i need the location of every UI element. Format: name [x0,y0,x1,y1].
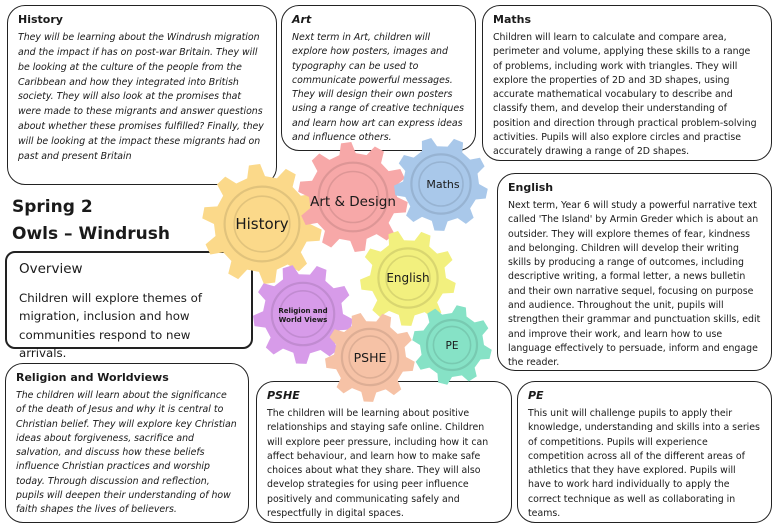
art-text: Next term in Art, children will explore how posters, images and typography can be used to communicate powerful messages. They will design their own posters using a range of creative techniques and learn how art can express ideas and influence others. [292,32,465,144]
art-heading: Art [292,13,312,26]
term-title: Spring 2 [12,197,93,217]
religion-text: The children will learn about the significance of the death of Jesus and why it is central to Christian belief. They will explore key Christian ideas about forgiveness, sacrifice and salvation, and discuss how these beliefs influence Christian practices and worship today. Through discussion and reflection, pupils will deepen their understanding of how faith shapes the lives of believers. [16,390,237,516]
art-design-gear-label: Art & Design [310,194,396,210]
maths-text: Children will learn to calculate and compare area, perimeter and volume, applying these skills to a range of problems, including work with triangles. They will explore the properties of 2D and 3D shapes, using accurate mathematical vocabulary to describe and classify them, and develop their understanding of position and direction through practical problem-solving activities. Pupils will also explore circles and practise accurately drawing a range of 2D shapes. [493,32,757,158]
religion-gear-label-line1: Religion and [278,307,328,315]
maths-heading: Maths [493,13,532,26]
religion-gear-label-line2: World Views [278,316,328,324]
pe-text: This unit will challenge pupils to apply their knowledge, understanding and skills into a series of competitions. Pupils will experience competition across all of the different areas of athletics that they have explored. Pupils will have to work hard individually to apply the correct technique as well as collaborating in teams. [528,408,760,520]
maths-gear-label: Maths [426,178,460,191]
history-gear-label: History [235,215,289,233]
pshe-heading: PSHE [267,389,300,402]
history-heading: History [18,13,63,26]
history-text: They will be learning about the Windrush migration and the impact if has on post-war Britain. They will be looking at the culture of the people from the Caribbean and how they integrated into British society. They will also look at the promises that were made to these migrants and answer questions about whether these promises fulfilled? Finally, they will be looking at the impact these migrants had on past and present Britain [18,32,264,162]
english-heading: English [508,181,554,194]
overview-heading: Overview [19,261,83,277]
religion-heading: Religion and Worldviews [16,371,169,384]
pe-gear-label: PE [445,340,459,352]
pshe-text: The children will be learning about positive relationships and staying safe online. Children will explore peer pressure, including how it can affect behaviour, and learn how to make safe choices about what they share. They will also develop strategies for using peer influence positively and communicating safely and respectfully in digital spaces. [267,408,489,520]
overview-text: Children will explore themes of migration, inclusion and how communities respond to new arrivals. [19,291,203,360]
english-text: Next term, Year 6 will study a powerful narrative text called 'The Island' by Armin Greder which is about an outsider. They will explore themes of fear, kindness and belonging. Children will develop their writing skills by producing a range of outcomes, including descriptive writing, a formal letter, a news bulletin and their own narrative sequel, focusing on purpose and audience. Throughout the unit, pupils will strengthen their grammar and punctuation skills, edit and improve their work, and learn how to use language effectively to persuade, inform and engage the reader. [508,200,761,369]
class-title: Owls – Windrush [12,224,170,244]
pe-heading: PE [528,389,544,402]
english-gear-label: English [386,271,430,285]
pshe-gear-label: PSHE [353,350,387,365]
